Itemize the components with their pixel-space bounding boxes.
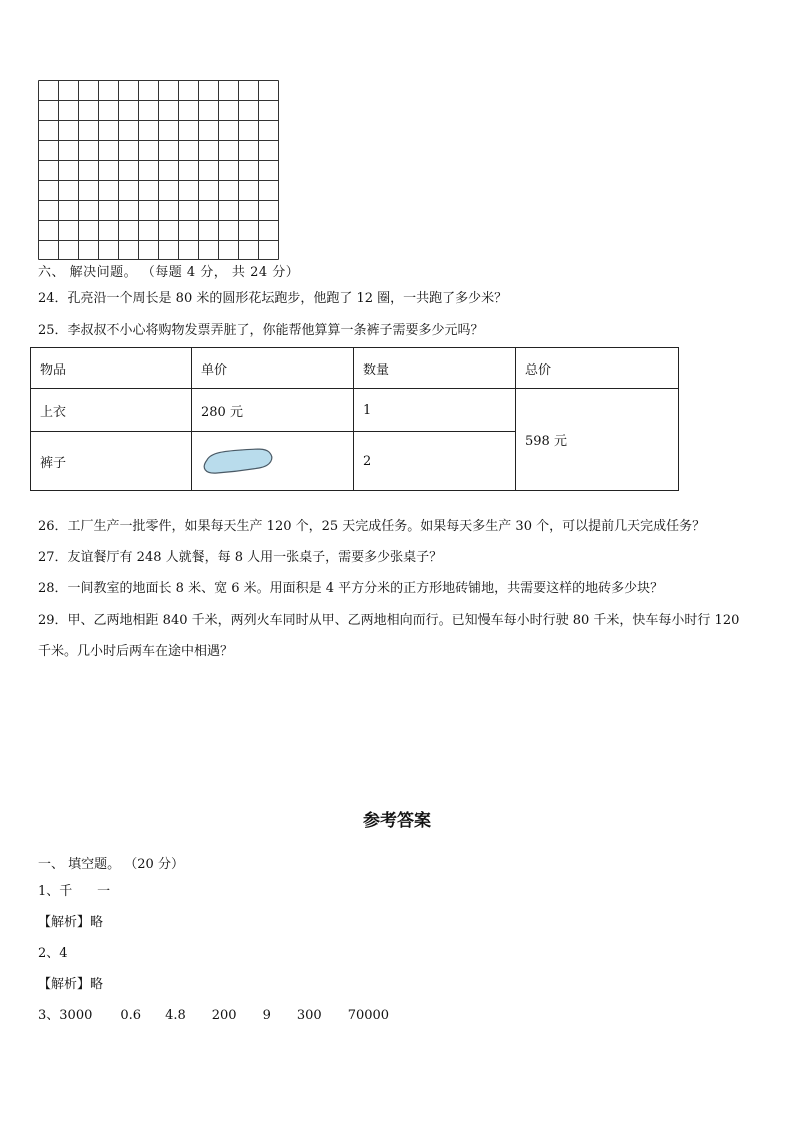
section-heading-6: 六、 解决问题。 （每题 4 分， 共 24 分） <box>38 265 300 280</box>
cell-qty-shirt: 1 <box>354 389 516 432</box>
cell-qty-pants: 2 <box>354 432 516 491</box>
table-header-row <box>31 348 679 389</box>
question-29-line-2: 千米。几小时后两车在途中相遇？ <box>38 644 234 659</box>
cell-item-shirt: 上衣 <box>31 389 192 432</box>
cell-price-shirt: 280 元 <box>192 389 354 432</box>
answer-3-value: 0.6 <box>120 1008 142 1023</box>
question-26: 26．工厂生产一批零件，如果每天生产 120 个，25 天完成任务。如果每天多生产 30 个，可以提前几天完成任务？ <box>38 519 706 534</box>
answer-3-value: 200 <box>211 1008 237 1023</box>
invoice-table <box>30 347 679 491</box>
answer-2: 2、4 <box>38 946 68 961</box>
question-28: 28．一间教室的地面长 8 米、宽 6 米。用面积是 4 平方分米的正方形地砖铺地，共需要这样的地砖多少块？ <box>38 581 664 596</box>
answer-1: 1、千 一 <box>38 884 111 899</box>
header-item: 物品 <box>31 348 192 389</box>
cell-price-pants <box>192 432 354 491</box>
answer-3-value: 3000 <box>59 1008 93 1023</box>
answer-3-value: 300 <box>296 1008 322 1023</box>
answer-3-label: 3、 <box>38 1008 60 1023</box>
answer-3-value: 70000 <box>347 1008 390 1023</box>
answer-2-note: 【解析】略 <box>38 977 104 992</box>
cell-item-pants: 裤子 <box>31 432 192 491</box>
header-price: 单价 <box>192 348 354 389</box>
answer-3-value: 9 <box>262 1008 271 1023</box>
header-total: 总价 <box>516 348 679 389</box>
answer-3 <box>38 1008 389 1024</box>
table-row <box>31 389 679 432</box>
graph-grid <box>38 80 280 260</box>
header-quantity: 数量 <box>354 348 516 389</box>
ink-smudge-icon <box>201 446 277 476</box>
question-24: 24．孔亮沿一个周长是 80 米的圆形花坛跑步，他跑了 12 圈，一共跑了多少米？ <box>38 291 508 306</box>
question-27: 27．友谊餐厅有 248 人就餐，每 8 人用一张桌子，需要多少张桌子？ <box>38 550 443 565</box>
answer-section-heading-1: 一、 填空题。 （20 分） <box>38 857 184 872</box>
answer-3-value: 4.8 <box>165 1008 186 1023</box>
answer-title: 参考答案 <box>363 811 431 831</box>
question-25: 25．李叔叔不小心将购物发票弄脏了，你能帮他算算一条裤子需要多少元吗？ <box>38 323 484 338</box>
question-29-line-1: 29．甲、乙两地相距 840 千米，两列火车同时从甲、乙两地相向而行。已知慢车每小时行驶 80 千米，快车每小时行 120 <box>38 613 740 628</box>
cell-total: 598 元 <box>516 389 679 491</box>
answer-1-note: 【解析】略 <box>38 915 104 930</box>
